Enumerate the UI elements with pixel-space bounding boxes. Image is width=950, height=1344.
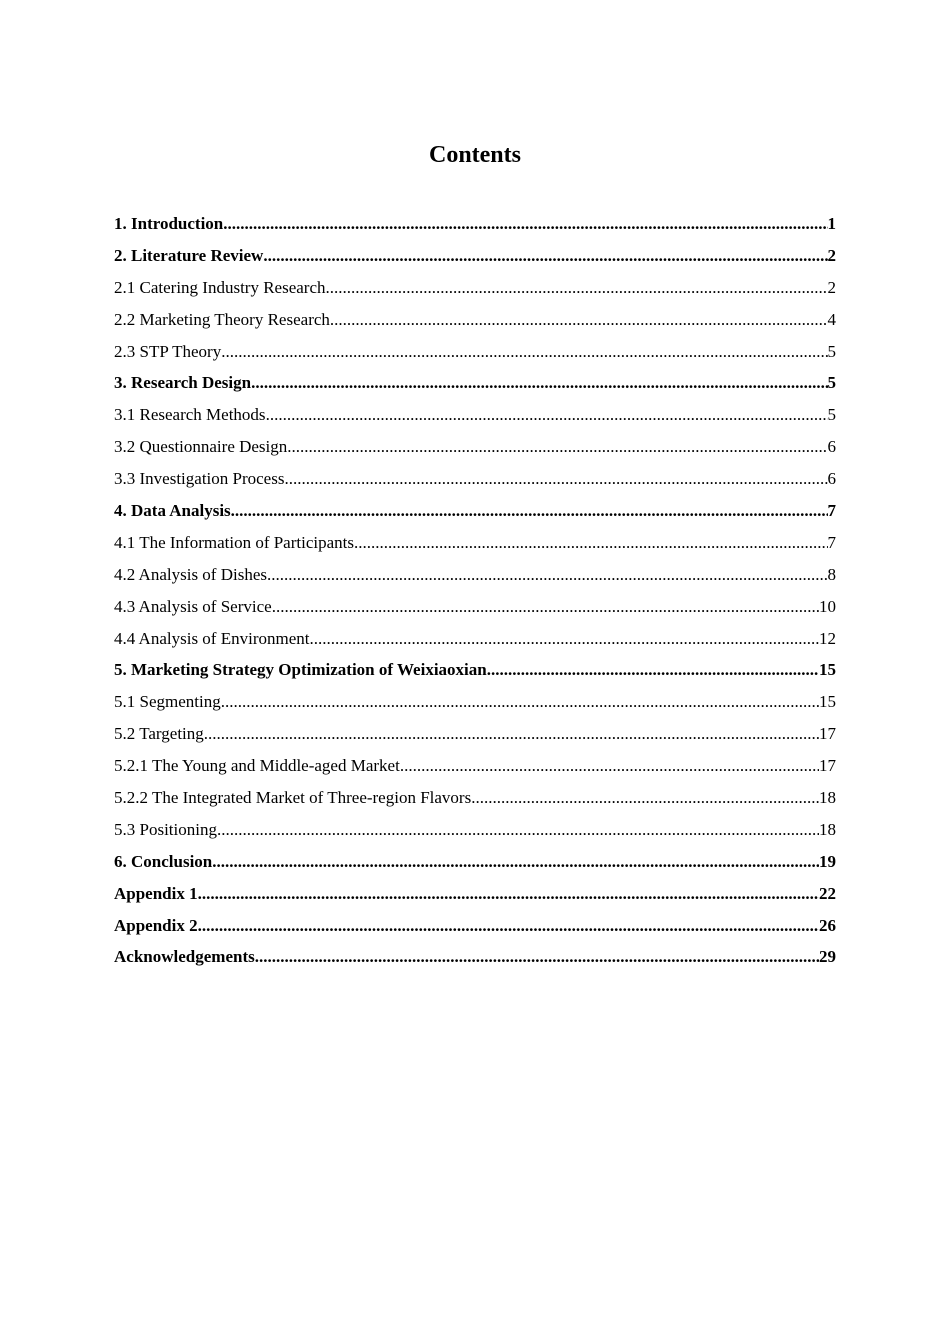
- toc-entry[interactable]: [114, 750, 836, 782]
- toc-entry[interactable]: [114, 814, 836, 846]
- toc-dot-leader: [266, 399, 828, 431]
- toc-dot-leader: [255, 941, 819, 973]
- toc-entry[interactable]: [114, 941, 836, 973]
- toc-entry-page-number: 17: [819, 724, 836, 744]
- toc-entry-label: 3.2 Questionnaire Design: [114, 437, 288, 457]
- toc-entry-page-number: 15: [819, 660, 836, 680]
- toc-entry-page-number: 4: [827, 309, 836, 329]
- toc-entry-page-number: 5: [827, 373, 836, 393]
- toc-entry[interactable]: [114, 431, 836, 463]
- toc-entry[interactable]: [114, 336, 836, 368]
- toc-entry-label: Appendix 2: [114, 915, 198, 935]
- page-title: Contents: [428, 142, 521, 168]
- toc-entry-page-number: 1: [827, 214, 836, 233]
- toc-entry[interactable]: [114, 686, 836, 718]
- toc-entry-page-number: 6: [827, 437, 836, 457]
- toc-entry-label: 4.4 Analysis of Environment: [114, 628, 310, 648]
- toc-dot-leader: [231, 495, 828, 527]
- toc-entry[interactable]: [114, 463, 836, 495]
- toc-entry[interactable]: [114, 240, 836, 272]
- toc-entry-page-number: 8: [827, 564, 836, 584]
- toc-entry-label: Acknowledgements: [114, 947, 255, 967]
- toc-entry[interactable]: [114, 304, 836, 336]
- toc-entry-page-number: 2: [827, 277, 836, 297]
- toc-entry[interactable]: [114, 527, 836, 559]
- toc-entry-page-number: 22: [819, 883, 836, 903]
- toc-entry[interactable]: [114, 910, 836, 942]
- toc-dot-leader: [309, 623, 819, 655]
- toc-entry-page-number: 5: [827, 405, 836, 425]
- toc-dot-leader: [487, 654, 819, 686]
- toc-entry-label: 5. Marketing Strategy Optimization of Weixiaoxian: [114, 660, 487, 680]
- toc-entry-label: 3. Research Design: [114, 373, 252, 393]
- toc-dot-leader: [272, 591, 819, 623]
- toc-entry[interactable]: [114, 718, 836, 750]
- toc-entry[interactable]: [114, 623, 836, 655]
- toc-entry-label: 4.2 Analysis of Dishes: [114, 564, 267, 584]
- toc-dot-leader: [204, 718, 819, 750]
- toc-dot-leader: [330, 304, 828, 336]
- toc-dot-leader: [326, 272, 828, 304]
- toc-entry-label: 2.1 Catering Industry Research: [114, 277, 326, 297]
- toc-entry-page-number: 29: [819, 947, 836, 967]
- toc-entry-label: 4. Data Analysis: [114, 501, 231, 521]
- toc-entry-page-number: 19: [819, 851, 836, 871]
- toc-entry-label: 5.3 Positioning: [114, 819, 217, 839]
- toc-entry[interactable]: [114, 272, 836, 304]
- toc-entry-label: 5.2 Targeting: [114, 724, 204, 744]
- toc-entry[interactable]: [114, 654, 836, 686]
- toc-entry-page-number: 6: [827, 469, 836, 489]
- toc-entry-label: Appendix 1: [114, 883, 198, 903]
- toc-entry[interactable]: [114, 495, 836, 527]
- toc-entry-page-number: 12: [819, 628, 836, 648]
- toc-dot-leader: [221, 686, 819, 718]
- toc-entry-label: 5.2.2 The Integrated Market of Three-region Flavors: [114, 788, 472, 808]
- toc-entry-page-number: 7: [827, 501, 836, 521]
- toc-dot-leader: [287, 431, 827, 463]
- toc-entry[interactable]: [114, 591, 836, 623]
- table-of-contents: [114, 208, 836, 973]
- toc-entry-label: 6. Conclusion: [114, 851, 213, 871]
- toc-entry-label: 2.3 STP Theory: [114, 341, 222, 361]
- toc-entry-page-number: 2: [827, 245, 836, 265]
- toc-entry-page-number: 5: [827, 341, 836, 361]
- toc-dot-leader: [354, 527, 828, 559]
- toc-dot-leader: [212, 846, 819, 878]
- toc-dot-leader: [267, 559, 828, 591]
- toc-dot-leader: [223, 208, 827, 240]
- toc-entry[interactable]: [114, 846, 836, 878]
- toc-dot-leader: [221, 336, 827, 368]
- toc-entry-page-number: 18: [819, 788, 836, 808]
- toc-entry-label: 5.1 Segmenting: [114, 692, 221, 712]
- toc-entry-label: 5.2.1 The Young and Middle-aged Market: [114, 756, 400, 776]
- toc-entry[interactable]: [114, 208, 836, 240]
- toc-entry[interactable]: [114, 367, 836, 399]
- toc-entry[interactable]: [114, 782, 836, 814]
- toc-entry-label: 4.3 Analysis of Service: [114, 596, 272, 616]
- toc-entry-label: 4.1 The Information of Participants: [114, 532, 354, 552]
- toc-entry[interactable]: [114, 878, 836, 910]
- toc-dot-leader: [284, 463, 827, 495]
- toc-entry[interactable]: [114, 399, 836, 431]
- toc-dot-leader: [400, 750, 819, 782]
- toc-dot-leader: [471, 782, 819, 814]
- toc-entry-page-number: 15: [819, 692, 836, 712]
- toc-entry-label: 2. Literature Review: [114, 245, 264, 265]
- toc-entry-page-number: 7: [827, 532, 836, 552]
- toc-entry-page-number: 10: [819, 596, 836, 616]
- toc-entry-page-number: 26: [819, 915, 836, 935]
- toc-entry-label: 2.2 Marketing Theory Research: [114, 309, 330, 329]
- toc-dot-leader: [217, 814, 819, 846]
- toc-dot-leader: [198, 910, 819, 942]
- toc-entry-label: 1. Introduction: [114, 214, 224, 233]
- toc-dot-leader: [251, 367, 827, 399]
- toc-dot-leader: [263, 240, 827, 272]
- toc-dot-leader: [198, 878, 819, 910]
- toc-entry-label: 3.1 Research Methods: [114, 405, 266, 425]
- toc-entry[interactable]: [114, 559, 836, 591]
- toc-entry-label: 3.3 Investigation Process: [114, 469, 285, 489]
- toc-entry-page-number: 17: [819, 756, 836, 776]
- toc-entry-page-number: 18: [819, 819, 836, 839]
